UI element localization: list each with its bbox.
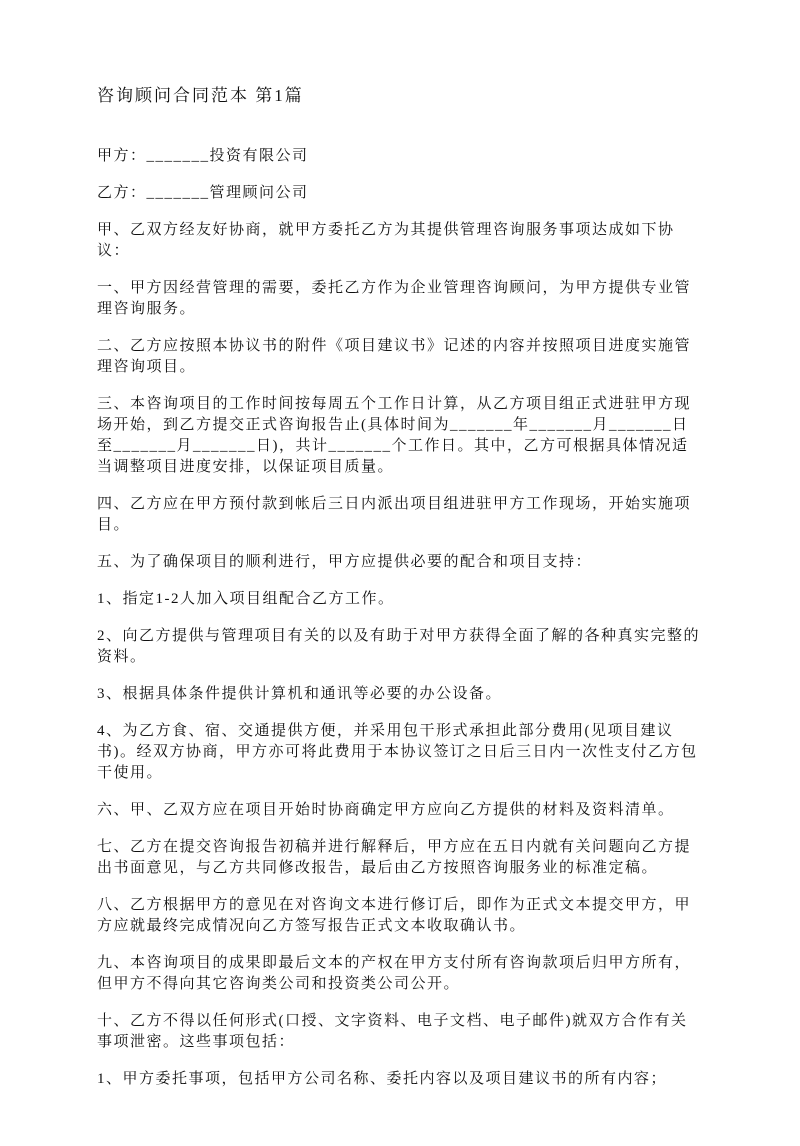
document-title: 咨询顾问合同范本 第1篇 — [97, 86, 304, 105]
clause-7: 七、乙方在提交咨询报告初稿并进行解释后，甲方应在五日内就有关问题向乙方提出书面意见，与乙方共同修改报告，最后由乙方按照咨询服务业的标准定稿。 — [97, 839, 692, 876]
clause-4: 四、乙方应在甲方预付款到帐后三日内派出项目组进驻甲方工作现场，开始实施项目。 — [97, 496, 692, 533]
clause-6: 六、甲、乙双方应在项目开始时协商确定甲方应向乙方提供的材料及资料清单。 — [97, 802, 675, 818]
clause-3: 三、本咨询项目的工作时间按每周五个工作日计算，从乙方项目组正式进驻甲方现场开始，到乙方提交正式咨询报告止(具体时间为_______年_______月_______日至_______月_______日)，共计_______个工作日。其中，乙方可根据具体情况适当调整项目进度安排，以保证项目质量。 — [97, 396, 692, 475]
clause-5-item-3: 3、根据具体条件提供计算机和通讯等必要的办公设备。 — [97, 686, 503, 702]
clause-5-item-4: 4、为乙方食、宿、交通提供方便，并采用包干形式承担此部分费用(见项目建议书)。经双方协商，甲方亦可将此费用于本协议签订之日后三日内一次性支付乙方包干使用。 — [97, 723, 698, 781]
clause-8: 八、乙方根据甲方的意见在对咨询文本进行修订后，即作为正式文本提交甲方，甲方应就最终完成情况向乙方签写报告正式文本收取确认书。 — [97, 897, 692, 934]
clause-5: 五、为了确保项目的顺利进行，甲方应提供必要的配合和项目支持： — [97, 554, 593, 570]
party-a-line: 甲方：_______投资有限公司 — [97, 148, 309, 164]
clause-2: 二、乙方应按照本协议书的附件《项目建议书》记述的内容并按照项目进度实施管理咨询项目。 — [97, 338, 692, 375]
clause-9: 九、本咨询项目的成果即最后文本的产权在甲方支付所有咨询款项后归甲方所有，但甲方不得向其它咨询类公司和投资类公司公开。 — [97, 955, 692, 992]
clause-1: 一、甲方因经营管理的需要，委托乙方作为企业管理咨询顾问，为甲方提供专业管理咨询服务。 — [97, 280, 692, 317]
clause-5-item-2: 2、向乙方提供与管理项目有关的以及有助于对甲方获得全面了解的各种真实完整的资料。 — [97, 628, 701, 665]
preamble-paragraph: 甲、乙双方经友好协商，就甲方委托乙方为其提供管理咨询服务事项达成如下协议： — [97, 222, 675, 259]
party-b-line: 乙方：_______管理顾问公司 — [97, 185, 309, 201]
clause-10-item-1: 1、甲方委托事项，包括甲方公司名称、委托内容以及项目建议书的所有内容； — [97, 1071, 668, 1087]
clause-5-item-1: 1、指定1-2人加入项目组配合乙方工作。 — [97, 591, 395, 607]
clause-10: 十、乙方不得以任何形式(口授、文字资料、电子文档、电子邮件)就双方合作有关事项泄密。这些事项包括： — [97, 1013, 688, 1050]
